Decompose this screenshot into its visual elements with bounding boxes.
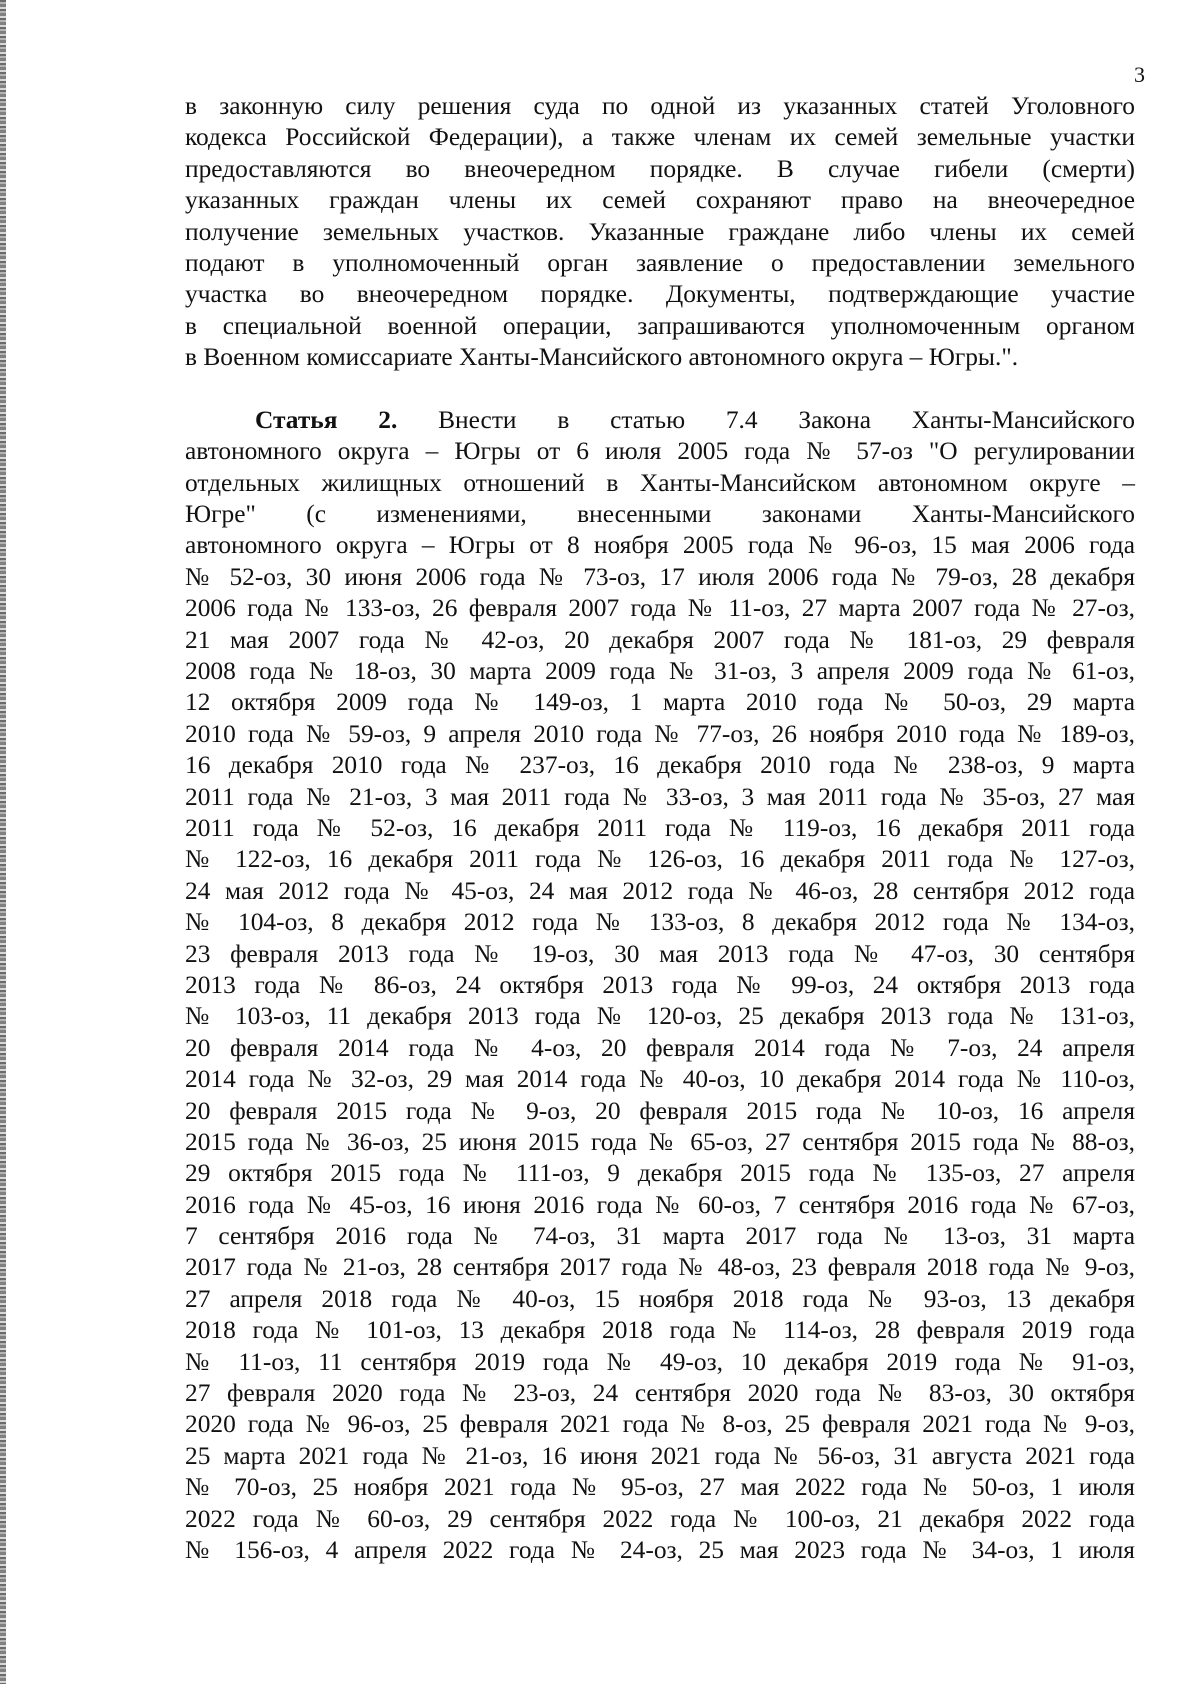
- text-line: 12 октября 2009 года № 149-оз, 1 марта 2010 года № 50-оз, 29 марта: [185, 688, 1135, 717]
- text-line: участка во внеочередном порядке. Документы, подтверждающие участие: [185, 280, 1135, 309]
- paragraph-continuation: [185, 91, 1135, 374]
- text-line: № 122-оз, 16 декабря 2011 года № 126-оз, 16 декабря 2011 года № 127-оз,: [185, 845, 1135, 874]
- text-line: № 104-оз, 8 декабря 2012 года № 133-оз, 8 декабря 2012 года № 134-оз,: [185, 908, 1135, 937]
- article-2-lines: [185, 436, 1135, 1566]
- text-line: 2022 года № 60-оз, 29 сентября 2022 года № 100-оз, 21 декабря 2022 года: [185, 1504, 1135, 1533]
- text-line: 25 марта 2021 года № 21-оз, 16 июня 2021 года № 56-оз, 31 августа 2021 года: [185, 1441, 1135, 1470]
- text-line: 2013 года № 86-оз, 24 октября 2013 года № 99-оз, 24 октября 2013 года: [185, 970, 1135, 999]
- text-line: 24 мая 2012 года № 45-оз, 24 мая 2012 года № 46-оз, 28 сентября 2012 года: [185, 876, 1135, 905]
- text-line: Югре" (с изменениями, внесенными законами Ханты-Мансийского: [185, 500, 1135, 529]
- text-line: 2006 года № 133-оз, 26 февраля 2007 года № 11-оз, 27 марта 2007 года № 27-оз,: [185, 594, 1135, 623]
- text-line: 2011 года № 52-оз, 16 декабря 2011 года № 119-оз, 16 декабря 2011 года: [185, 813, 1135, 842]
- text-line: предоставляются во внеочередном порядке. В случае гибели (смерти): [185, 154, 1135, 183]
- text-line: в законную силу решения суда по одной из указанных статей Уголовного: [185, 92, 1135, 120]
- text-line: 29 октября 2015 года № 111-оз, 9 декабря 2015 года № 135-оз, 27 апреля: [185, 1159, 1135, 1188]
- text-line: 2008 года № 18-оз, 30 марта 2009 года № 31-оз, 3 апреля 2009 года № 61-оз,: [185, 657, 1135, 686]
- text-line: 2010 года № 59-оз, 9 апреля 2010 года № 77-оз, 26 ноября 2010 года № 189-оз,: [185, 719, 1135, 748]
- text-line: 20 февраля 2015 года № 9-оз, 20 февраля 2015 года № 10-оз, 16 апреля: [185, 1096, 1135, 1125]
- scan-binding-edge: [0, 0, 6, 1684]
- article-2-first-line: [185, 405, 1135, 436]
- article-2: [185, 405, 1135, 1566]
- article-2-label: Статья 2.: [255, 405, 398, 434]
- text-line: в Военном комиссариате Ханты-Мансийского автономного округа – Югры.".: [185, 343, 1019, 372]
- text-line: 16 декабря 2010 года № 237-оз, 16 декабря 2010 года № 238-оз, 9 марта: [185, 751, 1135, 780]
- text-line: 2018 года № 101-оз, 13 декабря 2018 года № 114-оз, 28 февраля 2019 года: [185, 1316, 1135, 1345]
- text-line: получение земельных участков. Указанные граждане либо члены их семей: [185, 217, 1135, 246]
- text-line: № 103-оз, 11 декабря 2013 года № 120-оз, 25 декабря 2013 года № 131-оз,: [185, 1002, 1135, 1031]
- text-line: в специальной военной операции, запрашиваются уполномоченным органом: [185, 311, 1135, 340]
- text-line: 20 февраля 2014 года № 4-оз, 20 февраля 2014 года № 7-оз, 24 апреля: [185, 1033, 1135, 1062]
- text-line: 27 апреля 2018 года № 40-оз, 15 ноября 2018 года № 93-оз, 13 декабря: [185, 1284, 1135, 1313]
- text-line: № 52-оз, 30 июня 2006 года № 73-оз, 17 июля 2006 года № 79-оз, 28 декабря: [185, 562, 1135, 591]
- document-body: [185, 91, 1135, 1566]
- text-line: 2014 года № 32-оз, 29 мая 2014 года № 40-оз, 10 декабря 2014 года № 110-оз,: [185, 1065, 1135, 1094]
- text-line: 2011 года № 21-оз, 3 мая 2011 года № 33-оз, 3 мая 2011 года № 35-оз, 27 мая: [185, 782, 1135, 811]
- text-line: 2020 года № 96-оз, 25 февраля 2021 года № 8-оз, 25 февраля 2021 года № 9-оз,: [185, 1410, 1135, 1439]
- text-line: отдельных жилищных отношений в Ханты-Мансийском автономном округе –: [185, 468, 1135, 497]
- text-line: автономного округа – Югры от 8 ноября 2005 года № 96-оз, 15 мая 2006 года: [185, 531, 1135, 560]
- article-2-first-line-text: Внести в статью 7.4 Закона Ханты-Мансийского: [438, 405, 1135, 434]
- text-line: указанных граждан члены их семей сохраняют право на внеочередное: [185, 186, 1135, 215]
- text-line: № 70-оз, 25 ноября 2021 года № 95-оз, 27 мая 2022 года № 50-оз, 1 июля: [185, 1473, 1135, 1502]
- text-line: № 156-оз, 4 апреля 2022 года № 24-оз, 25 мая 2023 года № 34-оз, 1 июля: [185, 1535, 1135, 1564]
- text-line: № 11-оз, 11 сентября 2019 года № 49-оз, 10 декабря 2019 года № 91-оз,: [185, 1347, 1135, 1376]
- text-line: 2017 года № 21-оз, 28 сентября 2017 года № 48-оз, 23 февраля 2018 года № 9-оз,: [185, 1253, 1135, 1282]
- text-line: 7 сентября 2016 года № 74-оз, 31 марта 2017 года № 13-оз, 31 марта: [185, 1222, 1135, 1251]
- paragraph-gap: [185, 374, 1135, 405]
- text-line: автономного округа – Югры от 6 июля 2005 года № 57-оз "О регулировании: [185, 437, 1135, 466]
- text-line: 21 мая 2007 года № 42-оз, 20 декабря 2007 года № 181-оз, 29 февраля: [185, 625, 1135, 654]
- text-line: 2015 года № 36-оз, 25 июня 2015 года № 65-оз, 27 сентября 2015 года № 88-оз,: [185, 1127, 1135, 1156]
- text-line: кодекса Российской Федерации), а также членам их семей земельные участки: [185, 123, 1135, 152]
- text-line: 2016 года № 45-оз, 16 июня 2016 года № 60-оз, 7 сентября 2016 года № 67-оз,: [185, 1190, 1135, 1219]
- text-line: подают в уполномоченный орган заявление о предоставлении земельного: [185, 248, 1135, 277]
- text-line: 27 февраля 2020 года № 23-оз, 24 сентября 2020 года № 83-оз, 30 октября: [185, 1379, 1135, 1408]
- text-line: 23 февраля 2013 года № 19-оз, 30 мая 2013 года № 47-оз, 30 сентября: [185, 939, 1135, 968]
- page-number: 3: [1134, 62, 1145, 87]
